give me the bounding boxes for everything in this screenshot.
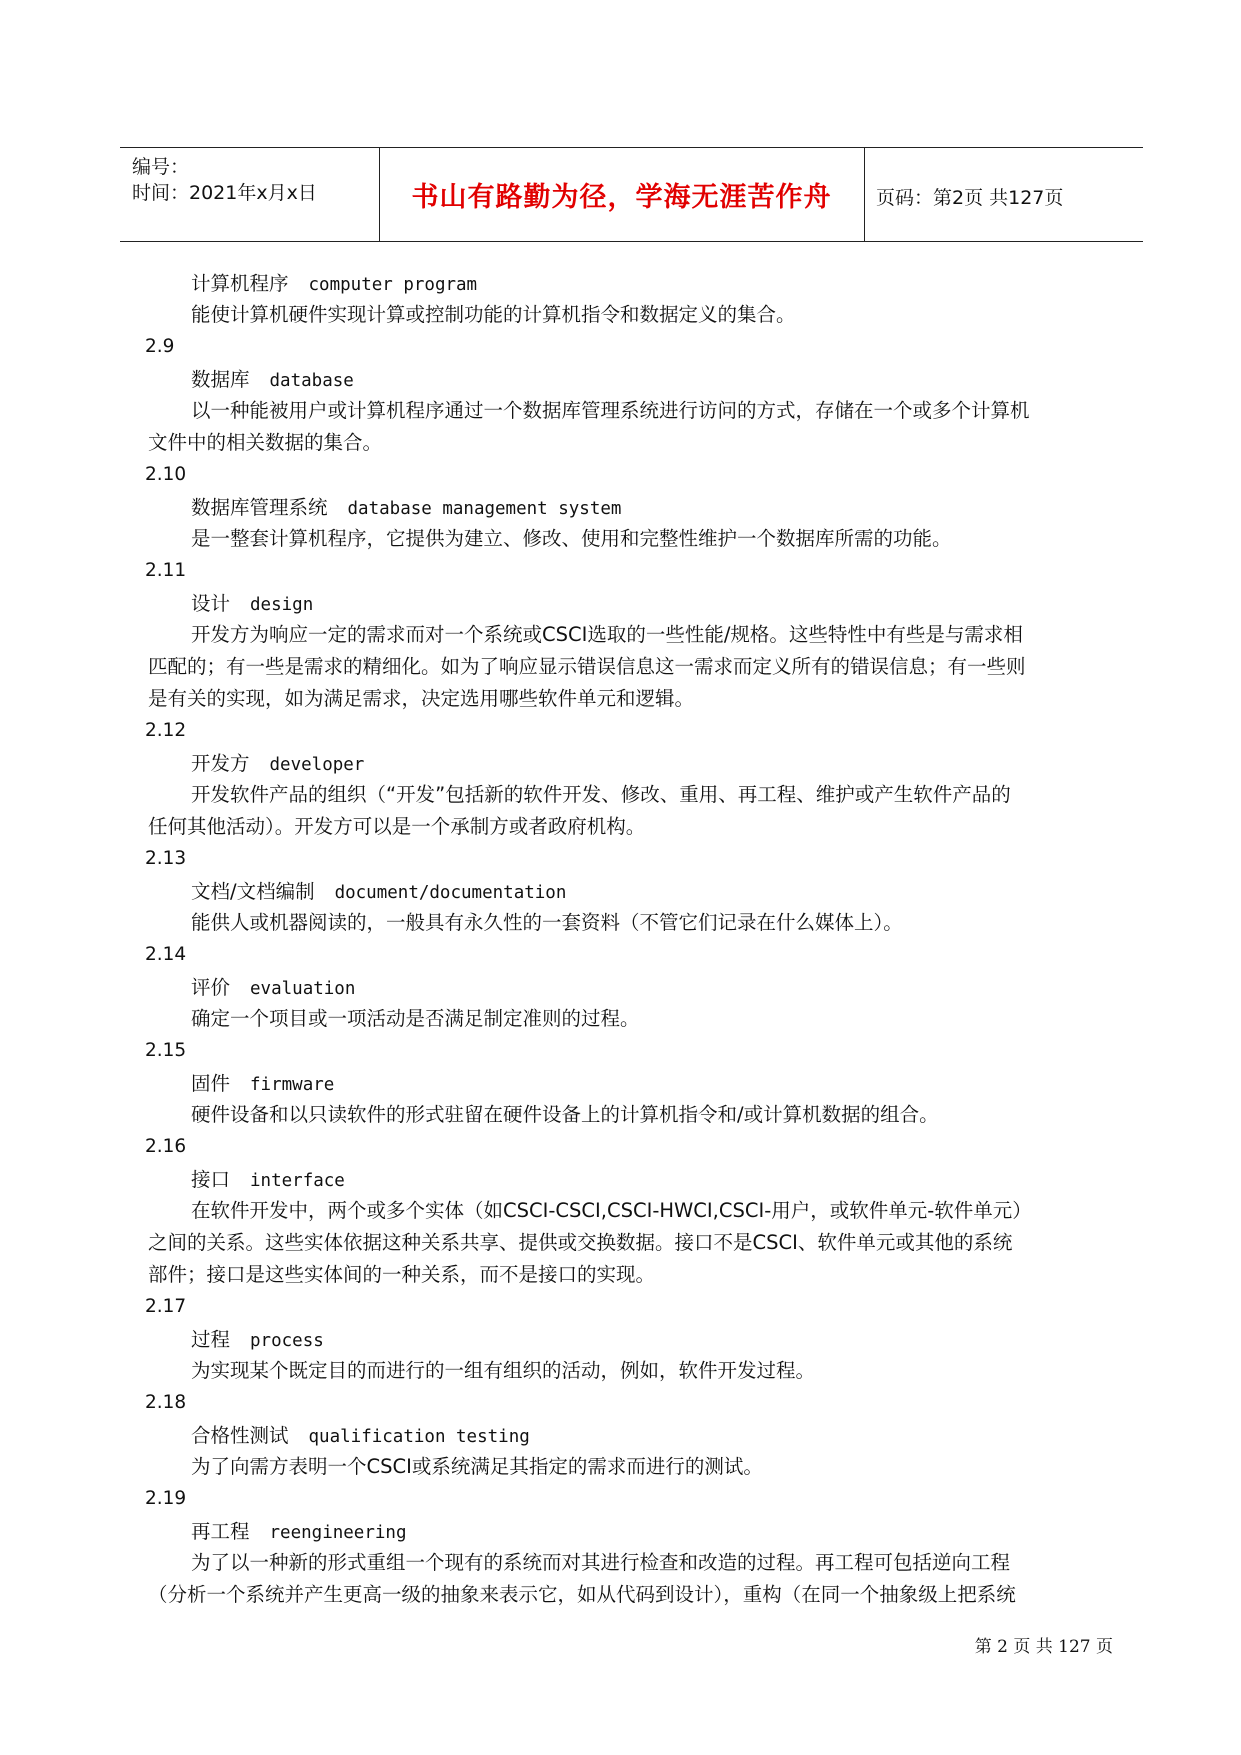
term-en: interface	[250, 1171, 345, 1191]
definition-line: （分析一个系统并产生更高一级的抽象来表示它，如从代码到设计），重构（在同一个抽象级上把系统	[148, 1583, 1016, 1606]
motto: 书山有路勤为径，学海无涯苦作舟	[411, 182, 832, 213]
definition-line: 能供人或机器阅读的，一般具有永久性的一套资料（不管它们记录在什么媒体上）。	[191, 911, 903, 934]
term-en: process	[250, 1331, 324, 1351]
term-en: database	[269, 371, 354, 391]
section-number: 2.18	[145, 1392, 187, 1413]
term-heading	[191, 975, 355, 1002]
section-number: 2.15	[145, 1040, 187, 1061]
section-number: 2.13	[145, 848, 187, 869]
term-en: document/documentation	[334, 883, 567, 903]
definition-line: 任何其他活动）。开发方可以是一个承制方或者政府机构。	[148, 815, 646, 838]
definition-line: 在软件开发中，两个或多个实体（如CSCI-CSCI,CSCI-HWCI,CSCI-用户，或软件单元-软件单元）	[191, 1199, 1032, 1222]
term-en: developer	[269, 755, 365, 775]
definition-line: 文件中的相关数据的集合。	[148, 431, 383, 454]
section-number: 2.17	[145, 1296, 187, 1317]
term-en: database management system	[347, 499, 622, 519]
section-number: 2.10	[145, 464, 187, 485]
serial-number-label: 编号：	[132, 156, 190, 178]
page-footer: 第 2 页 共 127 页	[974, 1637, 1113, 1657]
definition-line: 以一种能被用户或计算机程序通过一个数据库管理系统进行访问的方式，存储在一个或多个计算机	[191, 399, 1030, 422]
term-heading	[191, 591, 313, 618]
term-en: reengineering	[269, 1523, 407, 1543]
term-cn: 过程	[191, 1328, 231, 1351]
section-number: 2.16	[145, 1136, 187, 1157]
term-heading	[191, 751, 364, 778]
definition-line: 匹配的；有一些是需求的精细化。如为了响应显示错误信息这一需求而定义所有的错误信息；有一些则	[148, 655, 1026, 678]
term-cn: 数据库	[191, 368, 250, 391]
term-heading	[191, 1327, 324, 1354]
term-cn: 接口	[191, 1168, 231, 1191]
section-number: 2.19	[145, 1488, 187, 1509]
definition-line: 之间的关系。这些实体依据这种关系共享、提供或交换数据。接口不是CSCI、软件单元或其他的系统	[148, 1231, 1013, 1254]
term-en: design	[250, 595, 314, 615]
definition-line: 硬件设备和以只读软件的形式驻留在硬件设备上的计算机指令和/或计算机数据的组合。	[191, 1103, 939, 1126]
term-en: evaluation	[250, 979, 356, 999]
page-info: 页码：第2页 共127页	[876, 187, 1064, 209]
definition-line: 部件；接口是这些实体间的一种关系，而不是接口的实现。	[148, 1263, 656, 1286]
definition-line: 是有关的实现，如为满足需求，决定选用哪些软件单元和逻辑。	[148, 687, 695, 710]
definition-line: 为了向需方表明一个CSCI或系统满足其指定的需求而进行的测试。	[191, 1455, 763, 1478]
term-heading	[191, 1423, 530, 1450]
term-heading	[191, 1071, 334, 1098]
term-cn: 评价	[191, 976, 231, 999]
term-en: computer program	[308, 275, 478, 295]
term-cn: 设计	[191, 592, 231, 615]
definition-line: 为了以一种新的形式重组一个现有的系统而对其进行检查和改造的过程。再工程可包括逆向工程	[191, 1551, 1011, 1574]
section-number: 2.9	[145, 336, 175, 357]
term-cn: 数据库管理系统	[191, 496, 328, 519]
definition-line: 为实现某个既定目的而进行的一组有组织的活动，例如，软件开发过程。	[191, 1359, 816, 1382]
term-cn: 计算机程序	[191, 272, 289, 295]
section-number: 2.12	[145, 720, 187, 741]
term-en: firmware	[250, 1075, 335, 1095]
section-number: 2.14	[145, 944, 187, 965]
time-label: 时间：2021年x月x日	[132, 182, 317, 204]
term-heading	[191, 1167, 345, 1194]
term-cn: 再工程	[191, 1520, 250, 1543]
term-cn: 开发方	[191, 752, 250, 775]
definition-line: 能使计算机硬件实现计算或控制功能的计算机指令和数据定义的集合。	[191, 303, 796, 326]
term-cn: 合格性测试	[191, 1424, 289, 1447]
definition-line: 是一整套计算机程序，它提供为建立、修改、使用和完整性维护一个数据库所需的功能。	[191, 527, 952, 550]
definition-line: 开发方为响应一定的需求而对一个系统或CSCI选取的一些性能/规格。这些特性中有些是与需求相	[191, 623, 1023, 646]
term-heading	[191, 1519, 406, 1546]
term-heading	[191, 879, 566, 906]
term-en: qualification testing	[308, 1427, 530, 1447]
term-heading	[191, 367, 354, 394]
term-cn: 文档/文档编制	[191, 880, 315, 903]
section-number: 2.11	[145, 560, 187, 581]
definition-line: 开发软件产品的组织（“开发”包括新的软件开发、修改、重用、再工程、维护或产生软件产品的	[191, 783, 1011, 806]
definition-line: 确定一个项目或一项活动是否满足制定准则的过程。	[191, 1007, 640, 1030]
term-heading	[191, 271, 477, 298]
term-heading	[191, 495, 621, 522]
term-cn: 固件	[191, 1072, 231, 1095]
